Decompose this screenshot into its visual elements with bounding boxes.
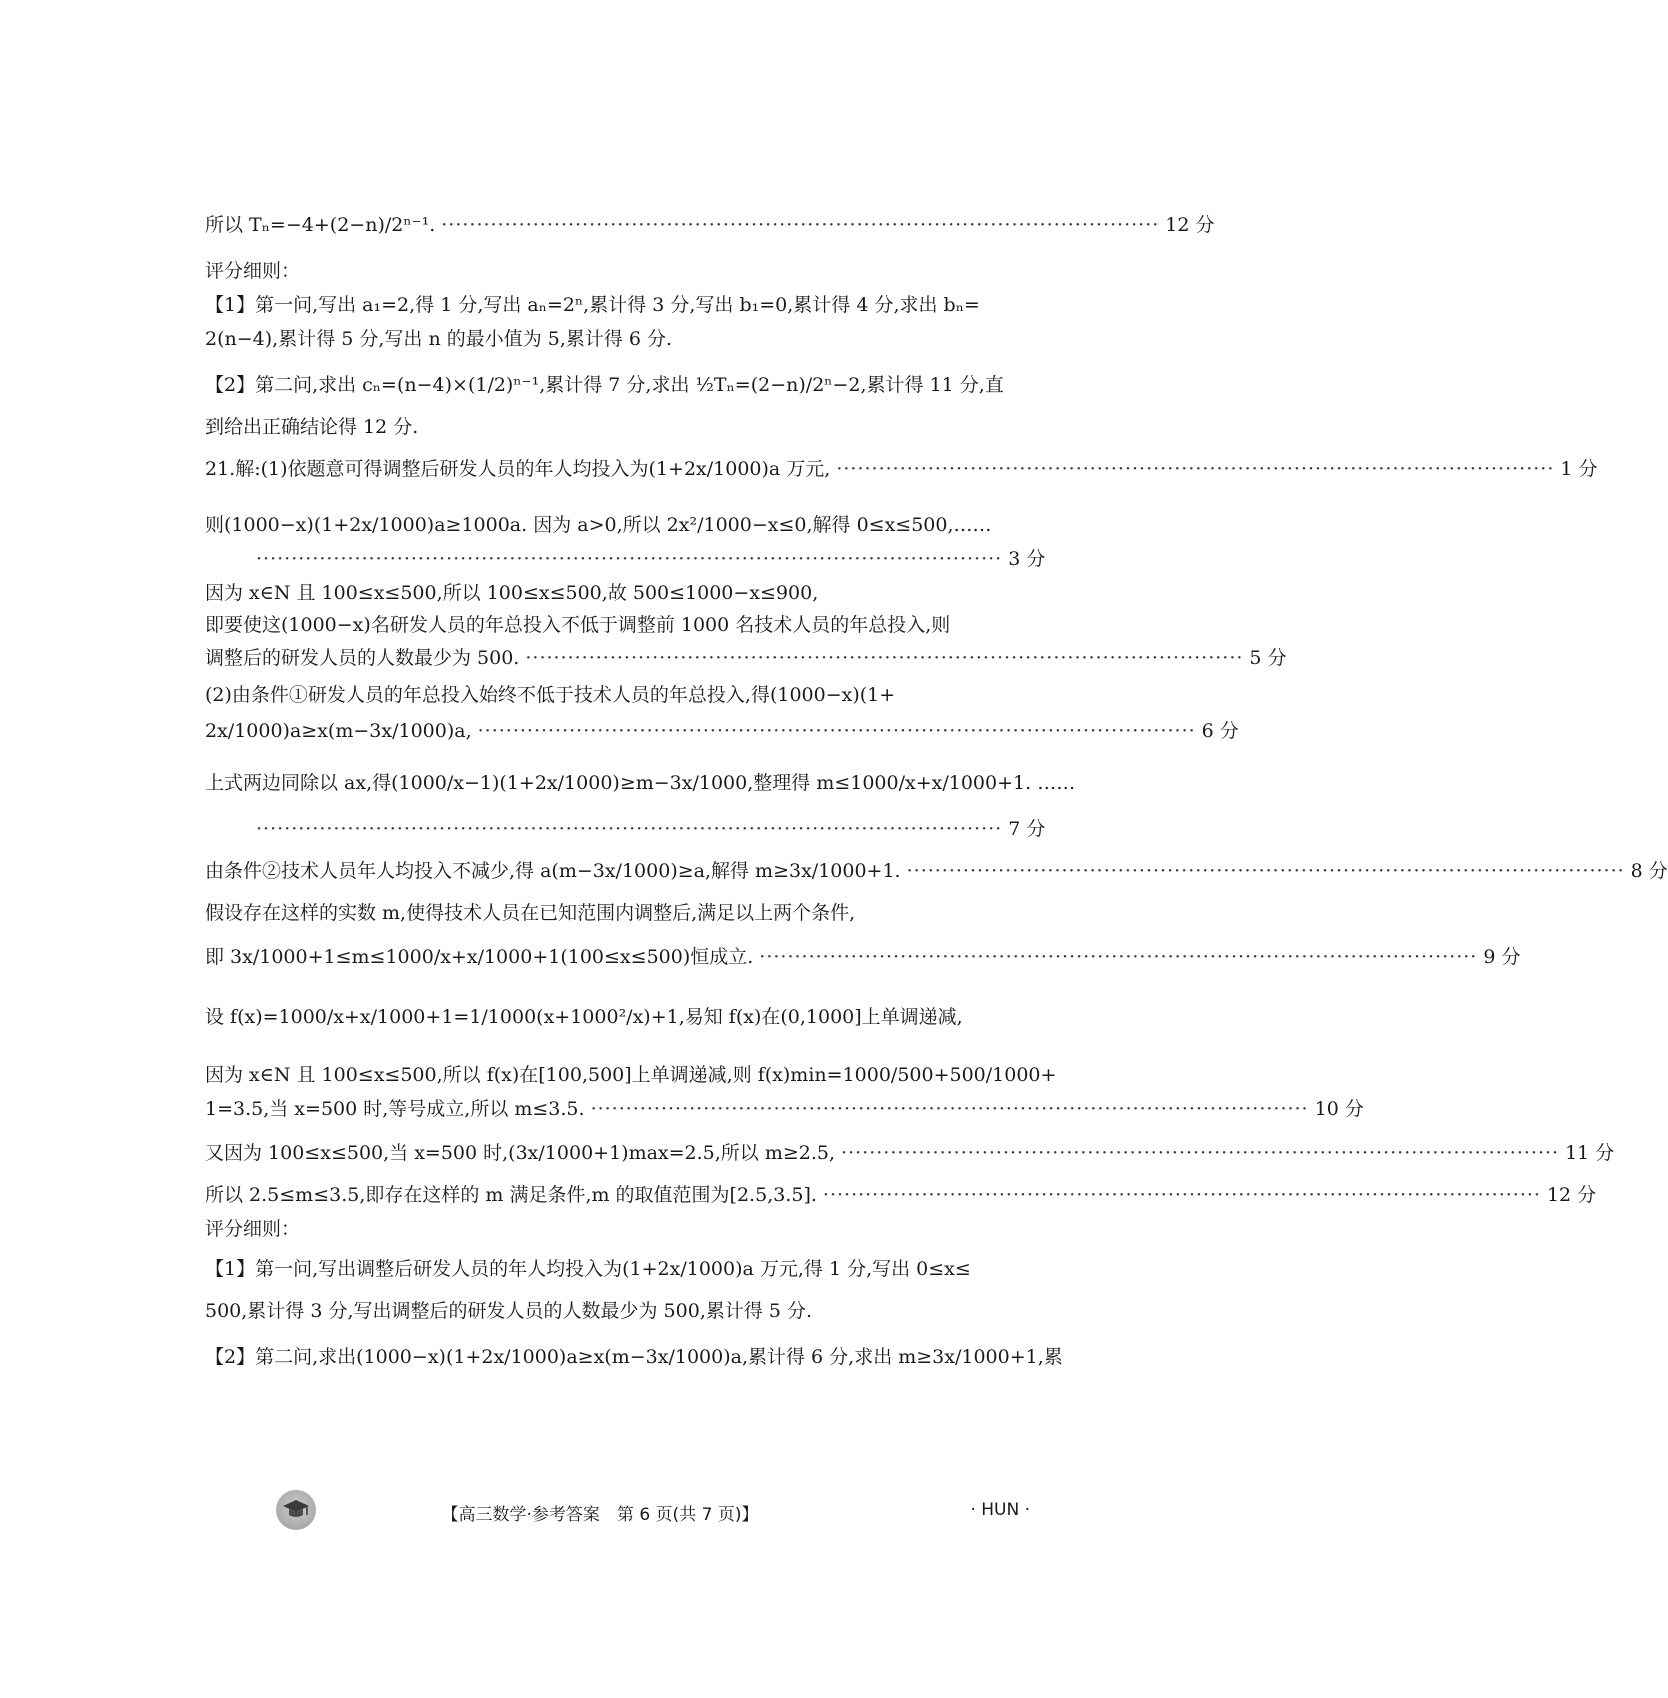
- text-line: 【1】第一问,写出 a₁=2,得 1 分,写出 aₙ=2ⁿ,累计得 3 分,写出 b₁=0,累计得 4 分,求出 bₙ=: [205, 294, 980, 316]
- text-line: [250, 816, 1046, 842]
- text-line: 因为 x∈N 且 100≤x≤500,所以 f(x)在[100,500]上单调递减,则 f(x)min=1000/500+500/1000+: [205, 1064, 1057, 1086]
- text-line: 则(1000−x)(1+2x/1000)a≥1000a. 因为 a>0,所以 2x²/1000−x≤0,解得 0≤x≤500,……: [205, 514, 992, 536]
- text-line: 2x/1000)a≥x(m−3x/1000)a, ······································································································ 6 分: [205, 720, 1239, 742]
- text-line: 因为 x∈N 且 100≤x≤500,所以 100≤x≤500,故 500≤1000−x≤900,: [205, 582, 819, 604]
- text-line: 设 f(x)=1000/x+x/1000+1=1/1000(x+1000²/x)+1,易知 f(x)在(0,1000]上单调递减,: [205, 1006, 963, 1028]
- text-line: 即要使这(1000−x)名研发人员的年总投入不低于调整前 1000 名技术人员的年总投入,则: [205, 614, 951, 636]
- text-line: [250, 546, 1046, 572]
- score-label: 9 分: [1483, 946, 1521, 968]
- scoring-heading: 评分细则：: [205, 1218, 301, 1240]
- leader-dots: ······································································································: [822, 1184, 1541, 1206]
- text-line: 【2】第二问,求出 cₙ=(n−4)×(1/2)ⁿ⁻¹,累计得 7 分,求出 ½Tₙ=(2−n)/2ⁿ−2,累计得 11 分,直: [205, 374, 1004, 396]
- text-line: 【1】第一问,写出调整后研发人员的年人均投入为(1+2x/1000)a 万元,得 1 分,写出 0≤x≤: [205, 1258, 971, 1280]
- leader-dots: ······································································································: [441, 214, 1160, 236]
- text-line: 即 3x/1000+1≤m≤1000/x+x/1000+1(100≤x≤500)恒成立. ······································································································ 9 分: [205, 946, 1521, 968]
- leader-dots: ······································································································: [759, 946, 1478, 968]
- text-line: 1=3.5,当 x=500 时,等号成立,所以 m≤3.5. ······································································································ 10 分: [205, 1098, 1364, 1120]
- leader-dots: ······································································································: [836, 458, 1555, 480]
- leader-dots: ······································································································: [477, 720, 1196, 742]
- footer-title: 【高三数学·参考答案 第 6 页(共 7 页)】: [441, 1505, 759, 1525]
- text-line: 假设存在这样的实数 m,使得技术人员在已知范围内调整后,满足以上两个条件,: [205, 902, 856, 924]
- score-label: 7 分: [1008, 818, 1046, 840]
- text-line: 又因为 100≤x≤500,当 x=500 时,(3x/1000+1)max=2.5,所以 m≥2.5, ······································································································ 11 分: [205, 1142, 1615, 1164]
- score-label: 11 分: [1565, 1142, 1615, 1164]
- text-line: 2(n−4),累计得 5 分,写出 n 的最小值为 5,累计得 6 分.: [205, 328, 673, 350]
- text-line: 21.解:(1)依题意可得调整后研发人员的年人均投入为(1+2x/1000)a 万元, ······································································································ 1 分: [205, 458, 1598, 480]
- text-line: 500,累计得 3 分,写出调整后的研发人员的人数最少为 500,累计得 5 分.: [205, 1300, 813, 1322]
- score-label: 12 分: [1546, 1184, 1597, 1206]
- leader-dots: ······································································································: [906, 860, 1625, 882]
- leader-dots: ······································································································: [841, 1142, 1560, 1164]
- leader-dots: ··········································································································: [256, 818, 1003, 840]
- leader-dots: ··········································································································: [256, 548, 1003, 570]
- text-line: 由条件②技术人员年人均投入不减少,得 a(m−3x/1000)≥a,解得 m≥3x/1000+1. ······································································································ 8 分: [205, 860, 1668, 882]
- text-line: (2)由条件①研发人员的年总投入始终不低于技术人员的年总投入,得(1000−x)(1+: [205, 684, 896, 706]
- scoring-heading: 评分细则：: [205, 260, 301, 282]
- text-line: 所以 2.5≤m≤3.5,即存在这样的 m 满足条件,m 的取值范围为[2.5,3.5]. ······································································································ 12 分: [205, 1184, 1597, 1206]
- text-line: 【2】第二问,求出(1000−x)(1+2x/1000)a≥x(m−3x/1000)a,累计得 6 分,求出 m≥3x/1000+1,累: [205, 1346, 1063, 1368]
- score-label: 10 分: [1314, 1098, 1364, 1120]
- leader-dots: ······································································································: [590, 1098, 1309, 1120]
- score-label: 8 分: [1630, 860, 1668, 882]
- score-label: 6 分: [1201, 720, 1239, 742]
- score-label: 5 分: [1249, 647, 1287, 669]
- score-label: 12 分: [1165, 214, 1215, 236]
- text-line: 上式两边同除以 ax,得(1000/x−1)(1+2x/1000)≥m−3x/1000,整理得 m≤1000/x+x/1000+1. ……: [205, 772, 1076, 794]
- score-label: 1 分: [1560, 458, 1598, 480]
- score-label: 3 分: [1008, 548, 1046, 570]
- leader-dots: ······································································································: [525, 647, 1244, 669]
- text-line: 所以 Tₙ=−4+(2−n)/2ⁿ⁻¹. ······································································································ 12 分: [205, 214, 1215, 236]
- footer-code: · HUN ·: [970, 1500, 1030, 1520]
- text-line: 到给出正确结论得 12 分.: [205, 416, 419, 438]
- text-line: 调整后的研发人员的人数最少为 500. ······································································································ 5 分: [205, 647, 1287, 669]
